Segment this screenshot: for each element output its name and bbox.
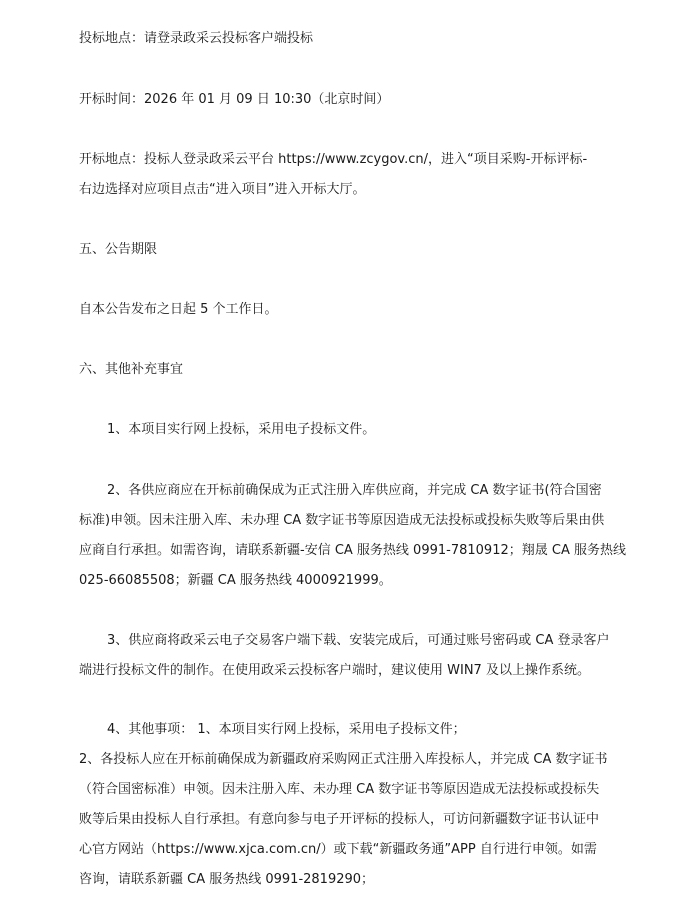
item-2-line-1: 2、各供应商应在开标前确保成为正式注册入库供应商，并完成 CA 数字证书(符合国密 bbox=[107, 483, 602, 498]
item-3-line-1: 3、供应商将政采云电子交易客户端下载、安装完成后，可通过账号密码或 CA 登录客户 bbox=[107, 633, 610, 648]
item-4-line-2: 2、各投标人应在开标前确保成为新疆政府采购网正式注册入库投标人，并完成 CA 数字证书 bbox=[79, 752, 608, 767]
item-4-line-3: （符合国密标准）申领。因未注册入库、未办理 CA 数字证书等原因造成无法投标或投标失 bbox=[79, 782, 600, 797]
notice-period-text: 自本公告发布之日起 5 个工作日。 bbox=[79, 302, 278, 317]
item-2-line-3: 应商自行承担。如需咨询，请联系新疆-安信 CA 服务热线 0991-7810912；翔晟 CA 服务热线 bbox=[79, 543, 626, 558]
item-2-line-4: 025-66085508；新疆 CA 服务热线 4000921999。 bbox=[79, 573, 392, 588]
section-heading-notice-period: 五、公告期限 bbox=[79, 242, 158, 257]
item-4-line-1: 4、其他事项： 1、本项目实行网上投标，采用电子投标文件； bbox=[107, 722, 466, 737]
item-4-line-5: 心官方网站（https://www.xjca.com.cn/）或下载“新疆政务通”APP 自行进行申领。如需 bbox=[79, 842, 597, 857]
opening-location-line-1: 开标地点：投标人登录政采云平台 https://www.zcygov.cn/，进入“项目采购-开标评标- bbox=[79, 152, 588, 167]
item-4-line-4: 败等后果由投标人自行承担。有意向参与电子开评标的投标人，可访问新疆数字证书认证中 bbox=[79, 812, 600, 827]
section-heading-supplementary: 六、其他补充事宜 bbox=[79, 362, 184, 377]
item-1-text: 1、本项目实行网上投标，采用电子投标文件。 bbox=[107, 422, 376, 437]
bid-location-line: 投标地点：请登录政采云投标客户端投标 bbox=[79, 31, 314, 46]
opening-time-line: 开标时间：2026 年 01 月 09 日 10:30（北京时间） bbox=[79, 92, 390, 107]
item-4-line-6: 咨询，请联系新疆 CA 服务热线 0991-2819290； bbox=[79, 872, 375, 887]
opening-location-line-2: 右边选择对应项目点击“进入项目”进入开标大厅。 bbox=[79, 182, 366, 197]
item-2-line-2: 标准)申领。因未注册入库、未办理 CA 数字证书等原因造成无法投标或投标失败等后果由供 bbox=[79, 513, 605, 528]
item-3-line-2: 端进行投标文件的制作。在使用政采云投标客户端时，建议使用 WIN7 及以上操作系统。 bbox=[79, 663, 590, 678]
